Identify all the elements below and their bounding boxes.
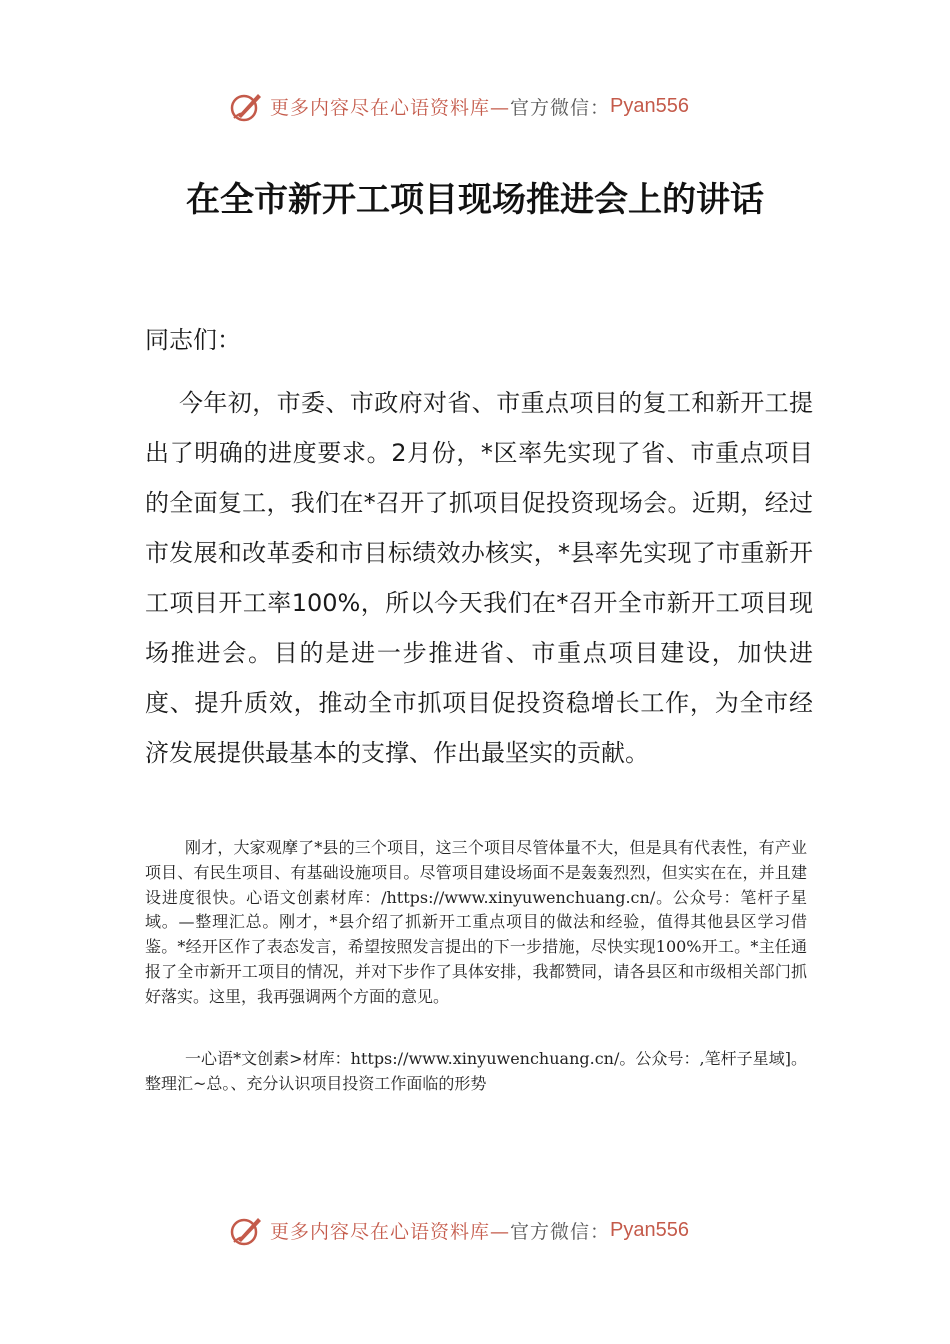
quill-logo-icon (228, 1212, 264, 1248)
watermark-text: 更多内容尽在心语资料库— (270, 96, 511, 119)
document-title: 在全市新开工项目现场推进会上的讲话 (186, 180, 764, 220)
paragraph-3: 一心语*文创素>材库：https://www.xinyuwenchuang.cn/。公众号：,笔杆子星域]。整理汇~总。、充分认识项目投资工作面临的形势 (145, 1049, 807, 1093)
watermark-text: 更多内容尽在心语资料库— (270, 1220, 511, 1243)
watermark-wechat-label: 官方微信： (510, 1220, 611, 1243)
footer-watermark (228, 1210, 689, 1250)
watermark-wechat-id: Pyan556 (610, 94, 689, 117)
watermark-wechat-label: 官方微信： (510, 96, 611, 119)
header-watermark (228, 86, 689, 126)
salutation: 同志们： (145, 326, 241, 354)
paragraph-1: 今年初，市委、市政府对省、市重点项目的复工和新开工提出了明确的进度要求。2月份，*区率先实现了省、市重点项目的全面复工，我们在*召开了抓项目促投资现场会。近期，经过市发展和改革委和市目标绩效办核实，*县率先实现了市重新开工项目开工率100%，所以今天我们在*召开全市新开工项目现场推进会。目的是进一步推进省、市重点项目建设，加快进度、提升质效，推动全市抓项目促投资稳增长工作，为全市经济发展提供最基本的支撑、作出最坚实的贡献。 (145, 389, 813, 767)
watermark-wechat-id: Pyan556 (610, 1218, 689, 1241)
paragraph-2: 刚才，大家观摩了*县的三个项目，这三个项目尽管体量不大，但是具有代表性，有产业项目、有民生项目、有基础设施项目。尽管项目建设场面不是轰轰烈烈，但实实在在，并且建设进度很快。心语文创素材库：/https://www.xinyuwenchuang.cn/。公众号：笔杆子星域。—整理汇总。刚才，*县介绍了抓新开工重点项目的做法和经验，值得其他县区学习借鉴。*经开区作了表态发言，希望按照发言提出的下一步措施，尽快实现100%开工。*主任通报了全市新开工项目的情况，并对下步作了具体安排，我都赞同，请各县区和市级相关部门抓好落实。这里，我再强调两个方面的意见。 (145, 838, 807, 1006)
quill-logo-icon (228, 88, 264, 124)
